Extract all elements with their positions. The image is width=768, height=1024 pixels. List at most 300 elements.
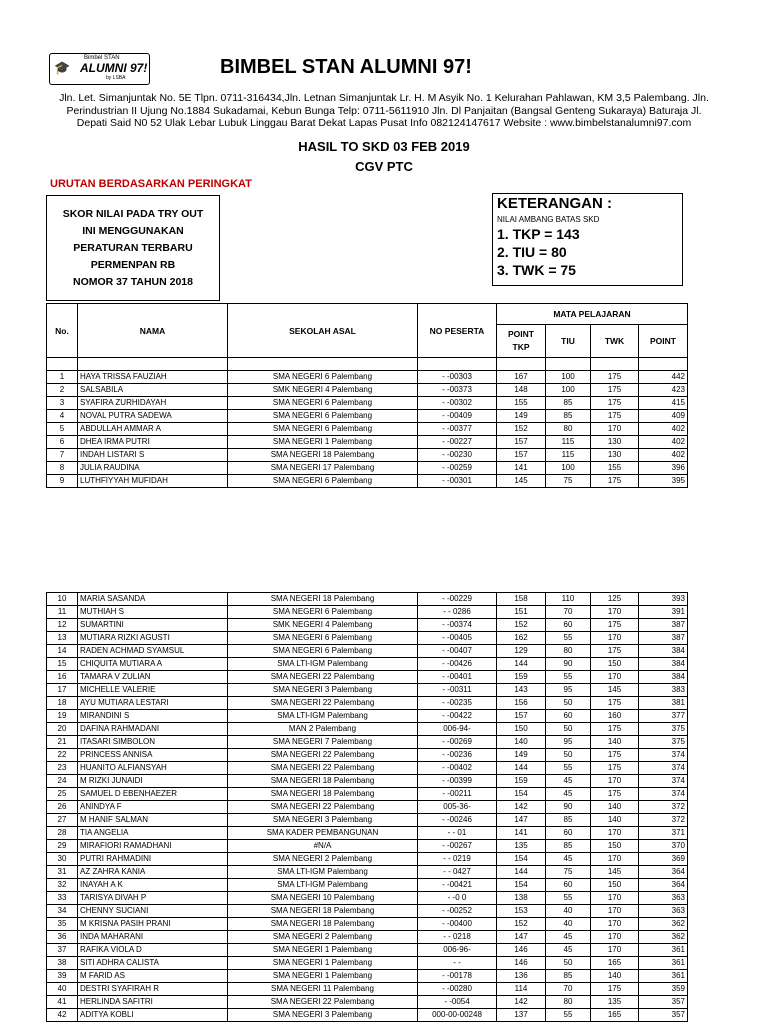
table-row bbox=[47, 645, 688, 658]
cell-peserta: - -0 0 bbox=[418, 892, 497, 905]
address bbox=[40, 92, 728, 130]
header-twk: TWK bbox=[591, 325, 639, 358]
table-row bbox=[47, 371, 688, 384]
table-row bbox=[47, 410, 688, 423]
cell-twk: 140 bbox=[591, 814, 639, 827]
cell-sekolah: MAN 2 Palembang bbox=[228, 723, 418, 736]
table-row bbox=[47, 970, 688, 983]
cell-sekolah: SMA NEGERI 17 Palembang bbox=[228, 462, 418, 475]
cell-point: 369 bbox=[639, 853, 688, 866]
cell-tiu: 50 bbox=[546, 697, 591, 710]
cell-tkp: 138 bbox=[497, 892, 546, 905]
table-row bbox=[47, 619, 688, 632]
address-line: Jln. Let. Simanjuntak No. 5E Tlpn. 0711-316434,Jln. Letnan Simanjuntak Lr. H. M Asyik No. 1 Kelurahan Pahlawan, KM 3,5 Palembang. Jln. bbox=[59, 92, 709, 104]
score-note-line: NOMOR 37 TAHUN 2018 bbox=[72, 276, 193, 288]
cell-twk: 170 bbox=[591, 423, 639, 436]
cell-twk: 170 bbox=[591, 931, 639, 944]
cell-point: 364 bbox=[639, 879, 688, 892]
table-row bbox=[47, 918, 688, 931]
cell-tkp: 142 bbox=[497, 996, 546, 1009]
page-title: BIMBEL STAN ALUMNI 97! bbox=[220, 56, 472, 78]
cell-peserta: - -00280 bbox=[418, 983, 497, 996]
cell-twk: 135 bbox=[591, 996, 639, 1009]
cell-point: 396 bbox=[639, 462, 688, 475]
cell-nama: INDAH LISTARI S bbox=[78, 449, 228, 462]
cell-sekolah: SMA NEGERI 1 Palembang bbox=[228, 957, 418, 970]
table-row bbox=[47, 866, 688, 879]
table-row bbox=[47, 801, 688, 814]
cell-tiu: 45 bbox=[546, 944, 591, 957]
table-row bbox=[47, 593, 688, 606]
cell-point: 361 bbox=[639, 944, 688, 957]
cell-tkp: 143 bbox=[497, 684, 546, 697]
logo-line2: ALUMNI 97! bbox=[80, 61, 148, 75]
cell-tiu: 85 bbox=[546, 410, 591, 423]
cell-nama: M RIZKI JUNAIDI bbox=[78, 775, 228, 788]
cell-sekolah: SMA NEGERI 6 Palembang bbox=[228, 606, 418, 619]
cell-tkp: 144 bbox=[497, 762, 546, 775]
cell-peserta: - -00227 bbox=[418, 436, 497, 449]
header-point: POINT bbox=[639, 325, 688, 358]
table-row bbox=[47, 996, 688, 1009]
cell-nama: ANINDYA F bbox=[78, 801, 228, 814]
cell-peserta: - -00303 bbox=[418, 371, 497, 384]
spacer-row bbox=[47, 358, 688, 371]
cell-twk: 175 bbox=[591, 645, 639, 658]
cell-peserta: - -00301 bbox=[418, 475, 497, 488]
cell-sekolah: SMA NEGERI 3 Palembang bbox=[228, 684, 418, 697]
cell-point: 387 bbox=[639, 619, 688, 632]
cell-nama: PRINCESS ANNISA bbox=[78, 749, 228, 762]
cell-point: 423 bbox=[639, 384, 688, 397]
cell-sekolah: SMA NEGERI 6 Palembang bbox=[228, 397, 418, 410]
cell-no: 36 bbox=[47, 931, 78, 944]
cell-peserta: 005-36- bbox=[418, 801, 497, 814]
table-row bbox=[47, 397, 688, 410]
cell-no: 10 bbox=[47, 593, 78, 606]
cell-sekolah: SMA NEGERI 22 Palembang bbox=[228, 996, 418, 1009]
cell-tiu: 60 bbox=[546, 827, 591, 840]
cell-twk: 150 bbox=[591, 840, 639, 853]
cell-twk: 165 bbox=[591, 957, 639, 970]
cell-nama: SYAFIRA ZURHIDAYAH bbox=[78, 397, 228, 410]
cell-twk: 175 bbox=[591, 397, 639, 410]
cell-no: 24 bbox=[47, 775, 78, 788]
cell-nama: TIA ANGELIA bbox=[78, 827, 228, 840]
cell-no: 40 bbox=[47, 983, 78, 996]
cell-nama: SAMUEL D EBENHAEZER bbox=[78, 788, 228, 801]
cell-nama: INDA MAHARANI bbox=[78, 931, 228, 944]
table-row bbox=[47, 671, 688, 684]
cell-no: 19 bbox=[47, 710, 78, 723]
cell-tkp: 157 bbox=[497, 436, 546, 449]
cell-tkp: 137 bbox=[497, 1009, 546, 1022]
cell-tkp: 149 bbox=[497, 749, 546, 762]
cell-tiu: 55 bbox=[546, 632, 591, 645]
cell-point: 402 bbox=[639, 449, 688, 462]
cell-tkp: 167 bbox=[497, 371, 546, 384]
cell-nama: SUMARTINI bbox=[78, 619, 228, 632]
cell-tiu: 50 bbox=[546, 957, 591, 970]
cell-point: 384 bbox=[639, 645, 688, 658]
table-row bbox=[47, 384, 688, 397]
cell-no: 21 bbox=[47, 736, 78, 749]
cell-nama: DHEA IRMA PUTRI bbox=[78, 436, 228, 449]
cell-twk: 175 bbox=[591, 723, 639, 736]
cell-tiu: 50 bbox=[546, 749, 591, 762]
cell-no: 12 bbox=[47, 619, 78, 632]
cell-tiu: 110 bbox=[546, 593, 591, 606]
cell-tkp: 148 bbox=[497, 384, 546, 397]
cell-nama: M HANIF SALMAN bbox=[78, 814, 228, 827]
cell-peserta: 006-96- bbox=[418, 944, 497, 957]
cell-peserta: 006-94- bbox=[418, 723, 497, 736]
table-row bbox=[47, 762, 688, 775]
cell-twk: 170 bbox=[591, 671, 639, 684]
cell-no: 9 bbox=[47, 475, 78, 488]
cell-tkp: 136 bbox=[497, 970, 546, 983]
cell-tkp: 151 bbox=[497, 606, 546, 619]
cell-twk: 140 bbox=[591, 736, 639, 749]
cell-tkp: 162 bbox=[497, 632, 546, 645]
cell-twk: 175 bbox=[591, 619, 639, 632]
cell-twk: 175 bbox=[591, 788, 639, 801]
cell-no: 15 bbox=[47, 658, 78, 671]
cell-point: 377 bbox=[639, 710, 688, 723]
cell-nama: SALSABILA bbox=[78, 384, 228, 397]
cell-point: 374 bbox=[639, 788, 688, 801]
cell-tkp: 146 bbox=[497, 944, 546, 957]
cell-twk: 160 bbox=[591, 710, 639, 723]
cell-point: 381 bbox=[639, 697, 688, 710]
table-row bbox=[47, 814, 688, 827]
cell-sekolah: SMA NEGERI 2 Palembang bbox=[228, 853, 418, 866]
cell-point: 387 bbox=[639, 632, 688, 645]
cell-tkp: 114 bbox=[497, 983, 546, 996]
cell-tkp: 159 bbox=[497, 775, 546, 788]
cell-tkp: 150 bbox=[497, 723, 546, 736]
cell-sekolah: SMA NEGERI 22 Palembang bbox=[228, 762, 418, 775]
cell-no: 17 bbox=[47, 684, 78, 697]
cell-no: 39 bbox=[47, 970, 78, 983]
cell-tkp: 144 bbox=[497, 658, 546, 671]
cell-no: 25 bbox=[47, 788, 78, 801]
table-row bbox=[47, 879, 688, 892]
table-row bbox=[47, 449, 688, 462]
cell-tiu: 75 bbox=[546, 866, 591, 879]
cell-point: 402 bbox=[639, 436, 688, 449]
cell-tkp: 154 bbox=[497, 853, 546, 866]
cell-tiu: 55 bbox=[546, 1009, 591, 1022]
cell-nama: HUANITO ALFIANSYAH bbox=[78, 762, 228, 775]
address-line: Depati Said N0 52 Ulak Lebar Lubuk Linggau Barat Dekat Lapas Pusat Info 082124147617 Website : www.bimbelstanalumni97.com bbox=[76, 117, 692, 129]
cell-tiu: 90 bbox=[546, 801, 591, 814]
cell-twk: 140 bbox=[591, 801, 639, 814]
keterangan-sub: NILAI AMBANG BATAS SKD bbox=[497, 215, 600, 224]
cell-sekolah: SMK NEGERI 4 Palembang bbox=[228, 619, 418, 632]
cell-twk: 170 bbox=[591, 905, 639, 918]
cell-sekolah: SMA NEGERI 6 Palembang bbox=[228, 371, 418, 384]
cell-no: 18 bbox=[47, 697, 78, 710]
cell-tiu: 75 bbox=[546, 475, 591, 488]
cell-tkp: 157 bbox=[497, 449, 546, 462]
score-note-line: INI MENGGUNAKAN bbox=[82, 225, 184, 237]
table-row bbox=[47, 684, 688, 697]
cell-tiu: 70 bbox=[546, 983, 591, 996]
cell-point: 375 bbox=[639, 723, 688, 736]
cell-point: 372 bbox=[639, 801, 688, 814]
results-table-1 bbox=[46, 303, 688, 488]
cell-sekolah: SMA NEGERI 18 Palembang bbox=[228, 788, 418, 801]
cell-no: 16 bbox=[47, 671, 78, 684]
cell-tiu: 80 bbox=[546, 645, 591, 658]
cell-nama: MUTIARA RIZKI AGUSTI bbox=[78, 632, 228, 645]
cell-tkp: 135 bbox=[497, 840, 546, 853]
cell-point: 362 bbox=[639, 931, 688, 944]
cell-twk: 170 bbox=[591, 892, 639, 905]
cell-tkp: 129 bbox=[497, 645, 546, 658]
cell-tkp: 153 bbox=[497, 905, 546, 918]
cell-point: 371 bbox=[639, 827, 688, 840]
table-row bbox=[47, 983, 688, 996]
cell-peserta: - -00230 bbox=[418, 449, 497, 462]
table-row bbox=[47, 723, 688, 736]
table-body-2 bbox=[47, 593, 688, 1022]
cell-nama: TARISYA DIVAH P bbox=[78, 892, 228, 905]
cell-sekolah: SMA NEGERI 10 Palembang bbox=[228, 892, 418, 905]
cell-tkp: 152 bbox=[497, 918, 546, 931]
score-note-line: PERMENPAN RB bbox=[90, 259, 176, 271]
cell-nama: AZ ZAHRA KANIA bbox=[78, 866, 228, 879]
cell-peserta: - -00399 bbox=[418, 775, 497, 788]
cell-sekolah: SMA NEGERI 18 Palembang bbox=[228, 775, 418, 788]
cell-tkp: 147 bbox=[497, 814, 546, 827]
cell-twk: 170 bbox=[591, 918, 639, 931]
cell-point: 395 bbox=[639, 475, 688, 488]
table-row bbox=[47, 1009, 688, 1022]
keterangan-heading: KETERANGAN : bbox=[497, 195, 612, 212]
cell-twk: 150 bbox=[591, 879, 639, 892]
cell-sekolah: SMA NEGERI 18 Palembang bbox=[228, 593, 418, 606]
cell-tiu: 55 bbox=[546, 762, 591, 775]
cell-peserta: - -00211 bbox=[418, 788, 497, 801]
cell-nama: ADITYA KOBLI bbox=[78, 1009, 228, 1022]
cell-nama: HERLINDA SAFITRI bbox=[78, 996, 228, 1009]
cell-twk: 130 bbox=[591, 449, 639, 462]
cell-sekolah: SMA NEGERI 18 Palembang bbox=[228, 918, 418, 931]
table-row bbox=[47, 632, 688, 645]
cell-tiu: 60 bbox=[546, 879, 591, 892]
cell-sekolah: SMA NEGERI 18 Palembang bbox=[228, 905, 418, 918]
cell-sekolah: SMA LTI-IGM Palembang bbox=[228, 879, 418, 892]
cell-tiu: 55 bbox=[546, 892, 591, 905]
table-row bbox=[47, 944, 688, 957]
cell-tiu: 60 bbox=[546, 710, 591, 723]
cell-sekolah: SMA NEGERI 2 Palembang bbox=[228, 931, 418, 944]
cell-tiu: 85 bbox=[546, 840, 591, 853]
cell-nama: TAMARA V ZULIAN bbox=[78, 671, 228, 684]
cell-tiu: 115 bbox=[546, 449, 591, 462]
cell-no: 8 bbox=[47, 462, 78, 475]
cell-no: 34 bbox=[47, 905, 78, 918]
cell-twk: 165 bbox=[591, 1009, 639, 1022]
cell-sekolah: SMA NEGERI 6 Palembang bbox=[228, 475, 418, 488]
cell-no: 37 bbox=[47, 944, 78, 957]
cell-tkp: 142 bbox=[497, 801, 546, 814]
cell-no: 41 bbox=[47, 996, 78, 1009]
cell-tkp: 152 bbox=[497, 423, 546, 436]
cell-tiu: 70 bbox=[546, 606, 591, 619]
cell-no: 20 bbox=[47, 723, 78, 736]
cell-tiu: 85 bbox=[546, 814, 591, 827]
cell-nama: RAFIKA VIOLA D bbox=[78, 944, 228, 957]
cell-tkp: 145 bbox=[497, 475, 546, 488]
cell-no: 28 bbox=[47, 827, 78, 840]
cell-point: 383 bbox=[639, 684, 688, 697]
cell-tiu: 100 bbox=[546, 371, 591, 384]
cell-nama: INAYAH A K bbox=[78, 879, 228, 892]
cell-nama: M FARID AS bbox=[78, 970, 228, 983]
cell-nama: CHENNY SUCIANI bbox=[78, 905, 228, 918]
cell-point: 363 bbox=[639, 905, 688, 918]
cell-tiu: 85 bbox=[546, 397, 591, 410]
cell-no: 7 bbox=[47, 449, 78, 462]
cell-peserta: - -00374 bbox=[418, 619, 497, 632]
keterangan-box bbox=[492, 193, 683, 286]
cell-peserta: - - 0219 bbox=[418, 853, 497, 866]
cell-peserta: - -00267 bbox=[418, 840, 497, 853]
table-row bbox=[47, 606, 688, 619]
cell-peserta: - -00426 bbox=[418, 658, 497, 671]
cell-sekolah: SMK NEGERI 4 Palembang bbox=[228, 384, 418, 397]
cell-no: 42 bbox=[47, 1009, 78, 1022]
cell-nama: MUTHIAH S bbox=[78, 606, 228, 619]
cell-peserta: - -00407 bbox=[418, 645, 497, 658]
cell-sekolah: SMA NEGERI 1 Palembang bbox=[228, 436, 418, 449]
cell-tkp: 154 bbox=[497, 879, 546, 892]
cell-nama: RADEN ACHMAD SYAMSUL bbox=[78, 645, 228, 658]
cell-twk: 170 bbox=[591, 944, 639, 957]
cell-sekolah: SMA LTI-IGM Palembang bbox=[228, 866, 418, 879]
table-row bbox=[47, 697, 688, 710]
cell-twk: 175 bbox=[591, 749, 639, 762]
cell-peserta: - - 0427 bbox=[418, 866, 497, 879]
cell-peserta: - - 0218 bbox=[418, 931, 497, 944]
cell-point: 370 bbox=[639, 840, 688, 853]
cell-twk: 170 bbox=[591, 632, 639, 645]
score-note-line: PERATURAN TERBARU bbox=[73, 242, 193, 254]
cell-peserta: - -00400 bbox=[418, 918, 497, 931]
cell-sekolah: SMA NEGERI 6 Palembang bbox=[228, 410, 418, 423]
cell-no: 14 bbox=[47, 645, 78, 658]
cell-point: 375 bbox=[639, 736, 688, 749]
score-note-line: SKOR NILAI PADA TRY OUT bbox=[62, 208, 204, 220]
cell-peserta: - -00269 bbox=[418, 736, 497, 749]
cell-no: 3 bbox=[47, 397, 78, 410]
table-row bbox=[47, 840, 688, 853]
logo bbox=[49, 53, 150, 85]
cell-nama: PUTRI RAHMADINI bbox=[78, 853, 228, 866]
cell-twk: 125 bbox=[591, 593, 639, 606]
cell-nama: MIRANDINI S bbox=[78, 710, 228, 723]
table-row bbox=[47, 775, 688, 788]
cell-point: 361 bbox=[639, 957, 688, 970]
results-table-2 bbox=[46, 592, 688, 1022]
threshold-twk: 3. TWK = 75 bbox=[497, 262, 576, 278]
cell-point: 374 bbox=[639, 749, 688, 762]
order-note: URUTAN BERDASARKAN PERINGKAT bbox=[50, 178, 252, 190]
cell-tiu: 60 bbox=[546, 619, 591, 632]
cell-no: 31 bbox=[47, 866, 78, 879]
threshold-tkp: 1. TKP = 143 bbox=[497, 226, 580, 242]
cell-peserta: - -00302 bbox=[418, 397, 497, 410]
cell-peserta: - -0054 bbox=[418, 996, 497, 1009]
table-row bbox=[47, 892, 688, 905]
cell-tiu: 55 bbox=[546, 671, 591, 684]
cell-twk: 170 bbox=[591, 853, 639, 866]
cell-peserta: - -00235 bbox=[418, 697, 497, 710]
cell-nama: ABDULLAH AMMAR A bbox=[78, 423, 228, 436]
table-row bbox=[47, 931, 688, 944]
cell-sekolah: SMA KADER PEMBANGUNAN bbox=[228, 827, 418, 840]
cell-no: 29 bbox=[47, 840, 78, 853]
cell-tkp: 159 bbox=[497, 671, 546, 684]
table-row bbox=[47, 905, 688, 918]
cell-point: 357 bbox=[639, 1009, 688, 1022]
cell-sekolah: SMA NEGERI 22 Palembang bbox=[228, 801, 418, 814]
cell-peserta: - -00409 bbox=[418, 410, 497, 423]
cell-nama: MICHELLE VALERIE bbox=[78, 684, 228, 697]
cell-twk: 175 bbox=[591, 371, 639, 384]
cell-sekolah: SMA NEGERI 6 Palembang bbox=[228, 645, 418, 658]
score-note-box bbox=[46, 195, 220, 301]
cell-peserta: - -00373 bbox=[418, 384, 497, 397]
cell-twk: 170 bbox=[591, 775, 639, 788]
subtitle-location: CGV PTC bbox=[355, 159, 413, 174]
graduation-cap-icon: 🎓 bbox=[54, 60, 71, 75]
cell-tiu: 85 bbox=[546, 970, 591, 983]
cell-nama: DESTRI SYAFIRAH R bbox=[78, 983, 228, 996]
cell-twk: 145 bbox=[591, 684, 639, 697]
cell-tiu: 95 bbox=[546, 684, 591, 697]
cell-tiu: 80 bbox=[546, 423, 591, 436]
cell-tkp: 146 bbox=[497, 957, 546, 970]
cell-tkp: 140 bbox=[497, 736, 546, 749]
cell-point: 415 bbox=[639, 397, 688, 410]
cell-tiu: 45 bbox=[546, 775, 591, 788]
cell-no: 33 bbox=[47, 892, 78, 905]
cell-peserta: - -00421 bbox=[418, 879, 497, 892]
cell-point: 363 bbox=[639, 892, 688, 905]
header-sekolah: SEKOLAH ASAL bbox=[228, 304, 418, 358]
cell-tiu: 90 bbox=[546, 658, 591, 671]
cell-twk: 175 bbox=[591, 384, 639, 397]
cell-point: 359 bbox=[639, 983, 688, 996]
table-row bbox=[47, 827, 688, 840]
cell-no: 1 bbox=[47, 371, 78, 384]
cell-peserta: - -00401 bbox=[418, 671, 497, 684]
cell-point: 361 bbox=[639, 970, 688, 983]
cell-twk: 175 bbox=[591, 410, 639, 423]
cell-sekolah: SMA NEGERI 22 Palembang bbox=[228, 671, 418, 684]
cell-peserta: - - 01 bbox=[418, 827, 497, 840]
cell-no: 13 bbox=[47, 632, 78, 645]
table-row bbox=[47, 957, 688, 970]
cell-peserta: - -00405 bbox=[418, 632, 497, 645]
cell-peserta: - - bbox=[418, 957, 497, 970]
cell-peserta: - -00252 bbox=[418, 905, 497, 918]
cell-no: 26 bbox=[47, 801, 78, 814]
